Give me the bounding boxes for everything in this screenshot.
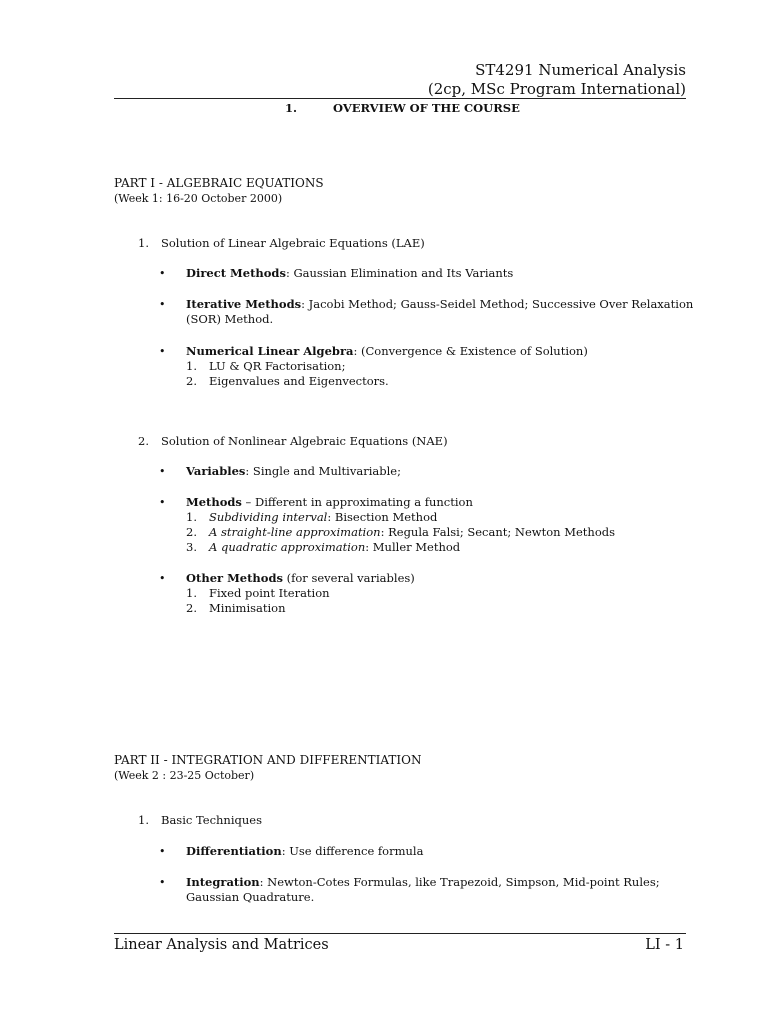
- sub-item-lu-qr: LU & QR Factorisation;: [209, 359, 346, 373]
- sub-item-number: 2.: [186, 525, 197, 539]
- sub-item-eigen: Eigenvalues and Eigenvectors.: [209, 374, 389, 388]
- bullet-iterative-methods: Iterative Methods: Jacobi Method; Gauss-Seidel Method; Successive Over Relaxation: [186, 297, 694, 311]
- part1-item2-number: 2.: [138, 434, 149, 448]
- bullet-integration-cont: Gaussian Quadrature.: [186, 890, 315, 904]
- bullet-direct-methods: Direct Methods: Gaussian Elimination and Its Variants: [186, 266, 514, 280]
- part2-title: PART II - INTEGRATION AND DIFFERENTIATION: [114, 753, 422, 767]
- bullet-icon: •: [159, 298, 166, 311]
- sub-item-number: 1.: [186, 586, 197, 600]
- bullet-methods: Methods – Different in approximating a function: [186, 495, 473, 509]
- bullet-variables: Variables: Single and Multivariable;: [186, 464, 401, 478]
- bullet-integration: Integration: Newton-Cotes Formulas, like Trapezoid, Simpson, Mid-point Rules;: [186, 875, 660, 889]
- section-title: OVERVIEW OF THE COURSE: [333, 101, 520, 115]
- bullet-icon: •: [159, 876, 166, 889]
- bullet-differentiation: Differentiation: Use difference formula: [186, 844, 424, 858]
- bullet-icon: •: [159, 267, 166, 280]
- sub-item-number: 2.: [186, 601, 197, 615]
- part1-week: (Week 1: 16-20 October 2000): [114, 192, 283, 205]
- part2-item1-title: Basic Techniques: [161, 813, 262, 827]
- program-subtitle: (2cp, MSc Program International): [427, 80, 686, 98]
- bullet-icon: •: [159, 845, 166, 858]
- bullet-icon: •: [159, 572, 166, 585]
- bullet-icon: •: [159, 496, 166, 509]
- part1-item2-title: Solution of Nonlinear Algebraic Equations (NAE): [161, 434, 448, 448]
- section-number: 1.: [285, 101, 298, 115]
- sub-item-number: 2.: [186, 374, 197, 388]
- sub-item-bisection: Subdividing interval: Bisection Method: [209, 510, 438, 524]
- sub-item-fixed-point: Fixed point Iteration: [209, 586, 330, 600]
- part2-item1-number: 1.: [138, 813, 149, 827]
- bullet-icon: •: [159, 465, 166, 478]
- sub-item-straight-line: A straight-line approximation: Regula Falsi; Secant; Newton Methods: [209, 525, 616, 539]
- part1-title: PART I - ALGEBRAIC EQUATIONS: [114, 176, 324, 190]
- part1-item1-number: 1.: [138, 236, 149, 250]
- sub-item-number: 1.: [186, 359, 197, 373]
- header-rule: [114, 98, 686, 99]
- sub-item-minimisation: Minimisation: [209, 601, 286, 615]
- sub-item-quadratic: A quadratic approximation: Muller Method: [209, 540, 461, 554]
- bullet-icon: •: [159, 345, 166, 358]
- part2-week: (Week 2 : 23-25 October): [114, 769, 255, 782]
- footer-page-number: LI - 1: [645, 937, 684, 953]
- bullet-numerical-linear-algebra: Numerical Linear Algebra: (Convergence & Existence of Solution): [186, 344, 588, 358]
- sub-item-number: 1.: [186, 510, 197, 524]
- footer-left: Linear Analysis and Matrices: [114, 937, 329, 953]
- footer-rule: [114, 933, 686, 934]
- course-title: ST4291 Numerical Analysis: [475, 61, 686, 79]
- bullet-iterative-methods-cont: (SOR) Method.: [186, 312, 274, 326]
- bullet-other-methods: Other Methods (for several variables): [186, 571, 415, 585]
- part1-item1-title: Solution of Linear Algebraic Equations (LAE): [161, 236, 425, 250]
- sub-item-number: 3.: [186, 540, 197, 554]
